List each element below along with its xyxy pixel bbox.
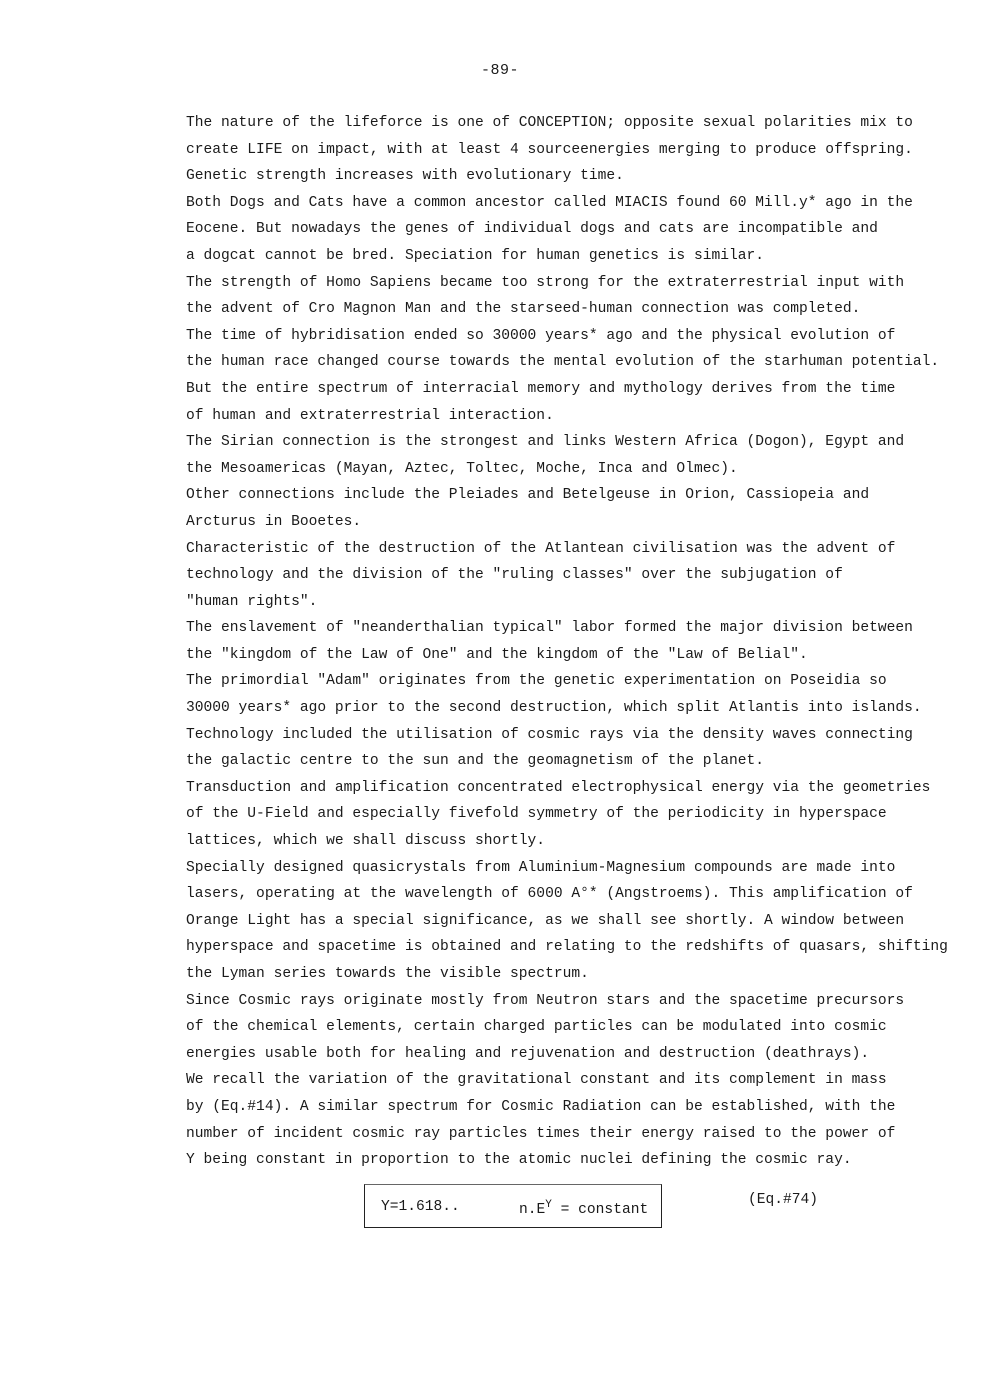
text-line: of the U-Field and especially fivefold symmetry of the periodicity in hyperspace [186,806,887,823]
text-line: Genetic strength increases with evolutionary time. [186,168,624,185]
text-line: Arcturus in Booetes. [186,513,362,530]
text-line: the advent of Cro Magnon Man and the starseed-human connection was completed. [186,301,861,318]
text-line: technology and the division of the "ruling classes" over the subjugation of [186,567,843,584]
equation-rhs: = constant [551,1202,649,1218]
equation-exponent: Y [545,1199,552,1211]
text-line: Technology included the utilisation of cosmic rays via the density waves connecting [186,726,913,743]
text-line: the human race changed course towards the mental evolution of the starhuman potential. [186,354,940,371]
equation-left: Y=1.618.. [381,1199,460,1215]
text-line: Since Cosmic rays originate mostly from Neutron stars and the spacetime precursors [186,992,905,1009]
text-line: Both Dogs and Cats have a common ancestor called MIACIS found 60 Mill.y* ago in the [186,194,913,211]
text-line: 30000 years* ago prior to the second destruction, which split Atlantis into islands. [186,700,922,717]
text-line: number of incident cosmic ray particles times their energy raised to the power of [186,1125,896,1142]
text-line: of the chemical elements, certain charged particles can be modulated into cosmic [186,1019,887,1036]
text-line: lattices, which we shall discuss shortly. [186,833,546,850]
text-line: Eocene. But nowadays the genes of individual dogs and cats are incompatible and [186,221,878,238]
page-number: -89- [480,62,519,79]
text-line: the Mesoamericas (Mayan, Aztec, Toltec, Moche, Inca and Olmec). [186,460,738,477]
text-line: Other connections include the Pleiades and Betelgeuse in Orion, Cassiopeia and [186,487,870,504]
text-line: Characteristic of the destruction of the Atlantean civilisation was the advent of [186,540,896,557]
text-line: "human rights". [186,593,318,610]
text-line: Y being constant in proportion to the atomic nuclei defining the cosmic ray. [186,1152,852,1169]
text-line: energies usable both for healing and rejuvenation and destruction (deathrays). [186,1045,870,1062]
text-line: a dogcat cannot be bred. Speciation for human genetics is similar. [186,247,765,264]
equation-right [519,1199,648,1218]
text-line: hyperspace and spacetime is obtained and relating to the redshifts of quasars, shifting [186,939,948,956]
text-line: We recall the variation of the gravitational constant and its complement in mass [186,1072,887,1089]
text-line: The Sirian connection is the strongest and links Western Africa (Dogon), Egypt and [186,434,905,451]
equation-base: n.E [519,1202,546,1218]
body-text [186,110,946,1174]
text-line: Orange Light has a special significance, as we shall see shortly. A window between [186,912,905,929]
text-line: Transduction and amplification concentrated electrophysical energy via the geometries [186,779,931,796]
text-line: by (Eq.#14). A similar spectrum for Cosmic Radiation can be established, with the [186,1098,896,1115]
text-line: the galactic centre to the sun and the geomagnetism of the planet. [186,753,765,770]
text-line: create LIFE on impact, with at least 4 sourceenergies merging to produce offspring. [186,141,913,158]
equation-row [364,1184,884,1232]
equation-label: (Eq.#74) [748,1192,819,1208]
equation-box [364,1184,662,1228]
text-line: lasers, operating at the wavelength of 6000 A°* (Angstroems). This amplification of [186,886,913,903]
text-line: Specially designed quasicrystals from Aluminium-Magnesium compounds are made into [186,859,896,876]
text-line: The time of hybridisation ended so 30000 years* ago and the physical evolution of [186,327,896,344]
text-line: The strength of Homo Sapiens became too strong for the extraterrestrial input with [186,274,905,291]
text-line: of human and extraterrestrial interaction. [186,407,554,424]
text-line: the Lyman series towards the visible spectrum. [186,966,589,982]
text-line: But the entire spectrum of interracial memory and mythology derives from the time [186,380,896,397]
text-line: The primordial "Adam" originates from the genetic experimentation on Poseidia so [186,673,887,690]
text-line: the "kingdom of the Law of One" and the kingdom of the "Law of Belial". [186,646,808,663]
text-line: The enslavement of "neanderthalian typical" labor formed the major division between [186,620,913,637]
text-line: The nature of the lifeforce is one of CONCEPTION; opposite sexual polarities mix to [186,115,913,131]
